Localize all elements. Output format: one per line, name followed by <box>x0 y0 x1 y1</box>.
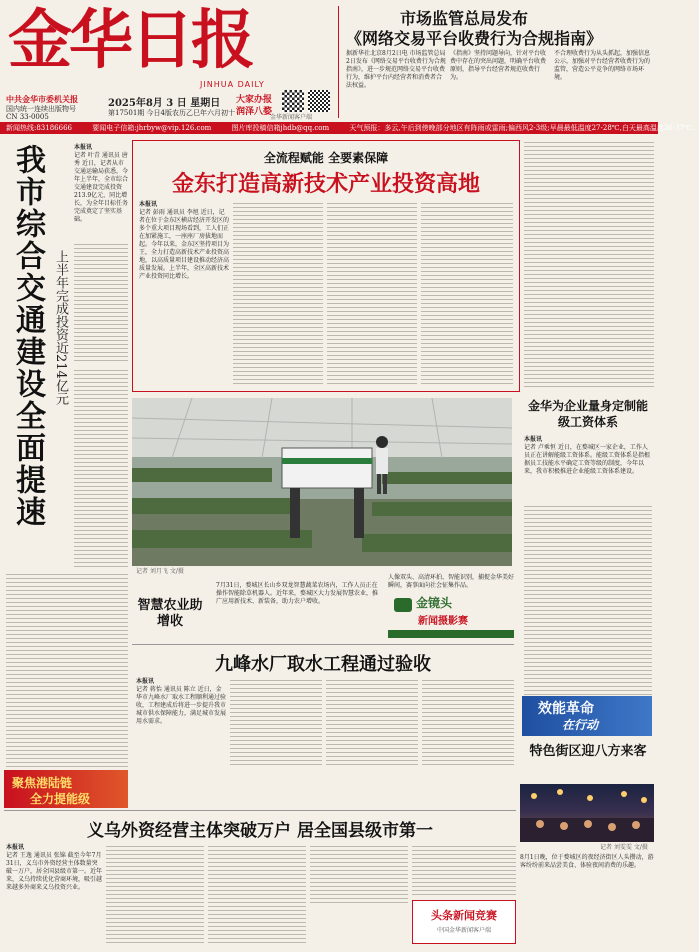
efficiency-banner-title: 效能革命 <box>538 701 594 717</box>
lunar-line: 农历乙巳年六月初十 <box>172 109 235 117</box>
special-banner-title: 聚焦港陆链 <box>12 776 73 790</box>
ad-text: 人像双头、高清环拍、智能识别，捕捉金华美好瞬间，赛事面向社会征集作品。 <box>388 574 515 589</box>
street-photo-credit: 记者 刘雯雯 文/摄 <box>600 844 648 851</box>
night-street-illustration <box>520 784 654 842</box>
right-story1-byline: 本报讯 <box>524 436 543 443</box>
mid-story-title: 九峰水厂取水工程通过验收 <box>215 654 431 675</box>
divider <box>132 644 514 645</box>
headline-contest-ad[interactable] <box>412 900 516 944</box>
divider <box>4 810 516 811</box>
top-story-title-1: 市场监管总局发布 <box>400 9 529 28</box>
main-story-body: 记者 彭雨 通讯员 李旭 近日，记者在位于金东区横店经济开发区的多个重大项目现场看到，工人们正在加紧施工，一座座厂房拔地而起。今年以来，金东区坚持项目为王，全力打造高新技术产业投资高地，以高质量项目建设推动经济高质量发展。上半年，全区高新技术产业投资同比增长。 <box>139 209 230 280</box>
cn-number: CN 33-0005 <box>6 113 49 121</box>
contest-ad-sub: 中国金华新闻客户端 <box>436 927 491 934</box>
farm-photo <box>132 398 512 566</box>
left-subtitle: 上半年完成投资近214亿元 <box>53 250 68 405</box>
main-story-text <box>327 203 417 385</box>
right-story1-title: 金华为企业量身定制能级工资体系 <box>527 399 648 429</box>
newspaper-logo: 金华日报 <box>8 3 252 78</box>
right-story2-title: 特色街区迎八方来客 <box>529 744 647 759</box>
street-photo <box>520 784 654 842</box>
issue-line: 第17501期 今日4版 <box>108 109 172 117</box>
top-story-body-1: 据新华社北京8月2日电 市场监管总局2日发布《网络交易平台收费行为合规指南》，进一步规范网络交易平台收费行为，维护平台内经营者和消费者合法权益。 <box>346 50 446 89</box>
top-story-body-3: 不合理收费行为从头抓起，加强信息公示，加强对平台经营者收费行为的监管，营造公平竞争的网络市场环境。 <box>554 50 651 81</box>
photo-caption-text: 7月31日，婺城区长山乡双龙智慧蔬菜农场内，工作人员正在操作智能除草机器人。近年来，婺城区大力发展智慧农业，推广应用新技术、新装备，助力农户增收。 <box>216 582 379 605</box>
hotline-label: 新闻热线:83186666 <box>6 124 72 132</box>
main-story-frame <box>132 140 520 392</box>
ad-bar <box>388 630 514 638</box>
photo-credit: 记者 刘月飞 文/摄 <box>136 568 184 575</box>
main-story-text <box>233 203 323 385</box>
main-story-title: 金东打造高新技术产业投资高地 <box>171 171 480 197</box>
masthead <box>0 0 658 130</box>
weekly-tag: 大家办报 <box>236 95 273 105</box>
top-story-body-2: 《指南》坚持问题导向，针对平台收费中存在的突出问题，明确平台收费原则，指导平台经营者规范收费行为。 <box>450 50 547 81</box>
mid-story-body: 记者 蒋怡 通讯员 陈立 近日，金华市九峰水厂取水工程顺利通过验收，工程建成后将进一步提升我市城市供水保障能力，满足城市发展用水需求。 <box>136 686 227 725</box>
right-story1-body: 记者 卢乘恒 近日，在婺城区一家企业，工作人员正在讲解能级工资体系。能级工资体系是指根据员工技能水平确定工资等级的制度，今年以来，我市积极推进企业能级工资体系建设。 <box>524 444 651 475</box>
divider <box>338 6 339 118</box>
bottom-story-text <box>310 846 408 906</box>
left-body-text <box>74 370 128 570</box>
right-column <box>520 398 654 804</box>
main-story-kicker: 全流程赋能 全要素保障 <box>263 151 389 165</box>
weather: 天气预报：多云,午后到傍晚部分地区有阵雨或雷雨;偏西风2-3级;早晨最低温度27-28℃,白天最高温度36-37℃。 <box>349 124 699 132</box>
top-story-title-2: 《网络交易平台收费行为合规指南》 <box>346 29 603 48</box>
left-column <box>4 140 128 770</box>
special-banner-sub: 全力提能级 <box>30 792 91 806</box>
photo-caption-box <box>132 578 382 638</box>
efficiency-banner-sub: 在行动 <box>562 718 599 732</box>
camera-icon <box>394 598 412 612</box>
left-body-text <box>74 244 128 364</box>
main-story-continuation <box>524 142 654 390</box>
bottom-story-text <box>106 846 204 944</box>
bottom-story-title: 义乌外资经营主体突破万户 居全国县级市第一 <box>87 821 433 841</box>
left-body-text <box>6 574 128 770</box>
publisher-sub: 国内统一连续出版物号 <box>6 105 76 113</box>
publisher-main: 中共金华市委机关报 <box>6 94 78 104</box>
contest-ad-title: 头条新闻竞赛 <box>431 909 497 922</box>
date-line: 2025年8月 3 日 星期日 <box>108 98 221 109</box>
new-media-label: 金华新闻客户端 <box>270 114 313 121</box>
hotline-bar <box>0 122 699 134</box>
photo-email-label: 图片库投稿信箱jhdb@qq.com <box>231 124 330 132</box>
photo-caption-title: 智慧农业助增收 <box>137 598 203 629</box>
street-photo-text: 8月1日晚，位于婺城区的夜经济街区人头攒动，游客纷纷前来品尝美食、体验夜间消费的乐趣。 <box>520 854 654 869</box>
farm-robot-illustration <box>132 398 512 566</box>
mid-story-byline: 本报讯 <box>136 678 155 685</box>
weekly-tag-2: 润泽八婺 <box>236 107 273 117</box>
efficiency-banner[interactable] <box>522 696 652 736</box>
right-story1-text <box>524 506 652 696</box>
main-story-byline: 本报讯 <box>139 201 158 208</box>
main-story-text <box>421 203 513 385</box>
mid-story-text <box>422 680 514 766</box>
photo-contest-ad[interactable] <box>388 574 514 642</box>
bottom-story-byline: 本报讯 <box>6 844 25 851</box>
bottom-story-body: 记者 王逸 通讯员 张锦 截至今年7月31日，义乌市外资经营主体数量突破一万户，居全国县级市第一。近年来，义乌持续优化营商环境，吸引越来越多外商来义乌投资兴业。 <box>6 852 103 891</box>
email-label: 要闻电子信箱:jhrbyw@vip.126.com <box>92 124 212 132</box>
ad-title: 金镜头 <box>416 596 453 610</box>
left-headline: 我市综合交通建设全面提速 <box>10 144 45 528</box>
qr-code-icon[interactable] <box>308 90 330 112</box>
bottom-story-text <box>208 846 306 944</box>
ad-subtitle: 新闻摄影赛 <box>418 616 468 627</box>
qr-code-icon[interactable] <box>282 90 304 112</box>
special-banner[interactable] <box>4 770 128 808</box>
left-body: 记者 叶青 通讯员 唐秀 近日，记者从市交通运输局获悉，今年上半年，全市综合交通建设完成投资213.9亿元，同比增长，为全年目标任务完成奠定了坚实基础。 <box>74 152 129 223</box>
logo-pinyin: JINHUA DAILY <box>200 80 265 89</box>
mid-story-text <box>230 680 322 766</box>
bottom-story-text <box>412 846 516 896</box>
mid-story-text <box>326 680 418 766</box>
left-byline: 本报讯 <box>74 144 93 151</box>
